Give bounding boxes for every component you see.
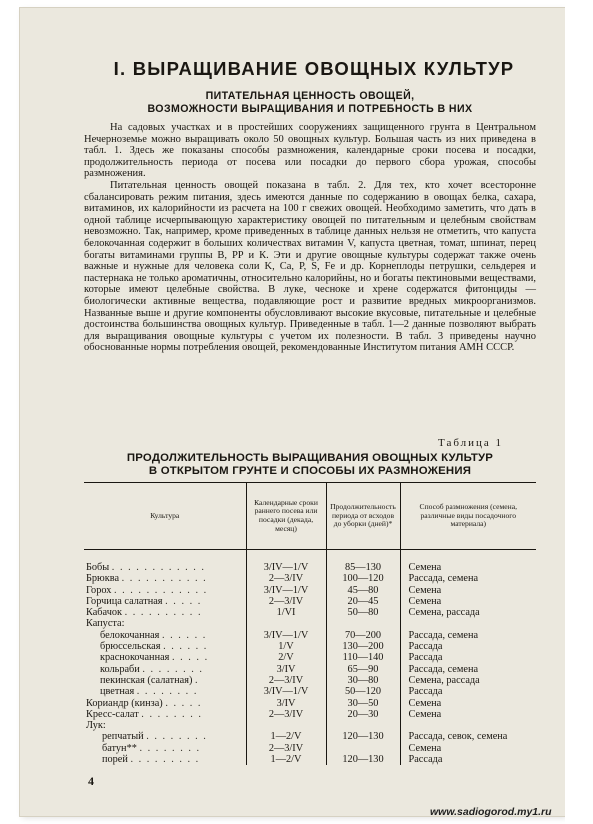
crop-name-cell <box>84 664 246 675</box>
sowing-dates-cell: 2—3/IV <box>246 709 326 720</box>
table-row <box>84 562 536 573</box>
growing-period-cell: 20—30 <box>326 709 400 720</box>
leader-dots: . . . . . . . . . . . . <box>113 584 208 596</box>
propagation-cell: Рассада <box>400 652 536 663</box>
growing-period-cell <box>326 618 400 629</box>
crop-name-cell <box>84 675 246 686</box>
leader-dots: . . . . . . . . <box>142 663 204 675</box>
table-row <box>84 652 536 663</box>
subheading-line-1: ПИТАТЕЛЬНАЯ ЦЕННОСТЬ ОВОЩЕЙ, <box>205 90 415 102</box>
table-row <box>84 630 536 641</box>
sowing-dates-cell: 2—3/IV <box>246 675 326 686</box>
table-row <box>84 731 536 742</box>
leader-dots: . . . . . . . . <box>139 742 201 754</box>
crop-name-cell <box>84 686 246 697</box>
table-title-line-1: ПРОДОЛЖИТЕЛЬНОСТЬ ВЫРАЩИВАНИЯ ОВОЩНЫХ КУЛЬТУР <box>126 452 494 464</box>
table-body <box>84 550 536 766</box>
sowing-dates-cell: 1—2/V <box>246 754 326 765</box>
leader-dots: . . . . . . . . . . . <box>121 573 208 585</box>
header-crop: Культура <box>84 483 246 550</box>
leader-dots: . . . . . . . . <box>136 686 198 698</box>
table-header-row <box>84 483 536 550</box>
table-row <box>84 709 536 720</box>
crop-name: Горох <box>86 584 112 596</box>
growing-period-cell: 30—50 <box>326 698 400 709</box>
subheading-line-2: ВОЗМОЖНОСТИ ВЫРАЩИВАНИЯ И ПОТРЕБНОСТЬ В НИХ <box>147 102 473 115</box>
sowing-dates-cell: 3/IV—1/V <box>246 585 326 596</box>
crop-name-cell <box>84 709 246 720</box>
table-row <box>84 743 536 754</box>
leader-dots: . <box>194 674 200 686</box>
crop-name: Капуста: <box>86 618 125 630</box>
chapter-heading: I. ВЫРАЩИВАНИЕ ОВОЩНЫХ КУЛЬТУР <box>113 58 515 79</box>
propagation-cell: Семена <box>400 709 536 720</box>
propagation-cell: Семена <box>400 596 536 607</box>
propagation-cell: Рассада, семена <box>400 630 536 641</box>
crop-name: Лук: <box>86 720 106 732</box>
growing-period-cell: 100—120 <box>326 573 400 584</box>
propagation-cell: Семена <box>400 743 536 754</box>
crop-name: батун** <box>102 742 137 754</box>
leader-dots: . . . . . . . . . . . . <box>111 562 206 573</box>
table-label: Таблица 1 <box>438 437 504 449</box>
sowing-dates-cell: 3/IV—1/V <box>246 562 326 573</box>
growing-period-cell: 85—130 <box>326 562 400 573</box>
crop-name: порей <box>102 754 128 766</box>
table-spacer-row <box>84 550 536 563</box>
propagation-cell <box>400 720 536 731</box>
sowing-dates-cell: 1/VI <box>246 607 326 618</box>
propagation-cell: Рассада, семена <box>400 664 536 675</box>
table-row <box>84 585 536 596</box>
propagation-cell <box>400 618 536 629</box>
propagation-cell: Семена, рассада <box>400 607 536 618</box>
leader-dots: . . . . . . <box>161 629 207 641</box>
table-row <box>84 720 536 731</box>
header-growing-period: Продолжительность периода от всходов до уборки (дней)* <box>326 483 400 550</box>
table-row <box>84 641 536 652</box>
crop-name: цветная <box>100 686 135 698</box>
leader-dots: . . . . . . <box>163 641 208 653</box>
body-text <box>84 122 536 354</box>
crop-name: кольраби <box>100 663 140 675</box>
crop-name: Кресс-салат <box>86 708 139 720</box>
sowing-dates-cell: 3/IV <box>246 664 326 675</box>
header-sowing-dates: Календарные сроки раннего посева или посадки (декада, месяц) <box>246 483 326 550</box>
table-row <box>84 698 536 709</box>
sowing-dates-cell <box>246 720 326 731</box>
crop-name: Кориандр (кинза) <box>86 697 163 709</box>
sowing-dates-cell: 3/IV—1/V <box>246 630 326 641</box>
growing-period-cell: 50—80 <box>326 607 400 618</box>
table-row <box>84 573 536 584</box>
growing-period-cell: 30—80 <box>326 675 400 686</box>
propagation-cell: Рассада, семена <box>400 573 536 584</box>
growing-period-cell: 70—200 <box>326 630 400 641</box>
table-row <box>84 754 536 765</box>
crops-table-container <box>84 482 536 772</box>
crop-name: Горчица салатная <box>86 595 163 607</box>
table-row <box>84 664 536 675</box>
crop-name-cell <box>84 596 246 607</box>
scan-margin <box>565 0 593 824</box>
growing-period-cell: 50—120 <box>326 686 400 697</box>
crop-name: пекинская (салатная) <box>100 674 193 686</box>
crop-name-cell <box>84 731 246 742</box>
site-watermark: www.sadiogorod.my1.ru <box>430 806 552 818</box>
crop-name: белокочанная <box>100 629 160 641</box>
sowing-dates-cell: 1/V <box>246 641 326 652</box>
crop-name-cell <box>84 641 246 652</box>
table-row <box>84 675 536 686</box>
crop-name-cell <box>84 573 246 584</box>
paragraph-2: Питательная ценность овощей показана в табл. 2. Для тех, кто хочет всесторонне сбалансировать режим питания, здесь имеются данные по содержанию в овощах белка, сахара, витаминов, их калорийности из расчета на 100 г свежих овощей. Необходимо заметить, что дать в одной таблице исчерпывающую характеристику овощей по питательным и целебным свойствам невозможно. Так, например, кроме приведенных в таблице данных нельзя не отметить, что капуста белокочанная содержит в больших количествах витамин V, капуста цветная, томат, шпинат, перец богаты витаминами группы В, РР и К. Эти и другие овощные культуры содержат также очень важные и нужные для человека соли K, Ca, P, S, Fe и др. Корнеплоды петрушки, сельдерея и пастернака не только ароматичны, относительно калорийны, но и богаты пектиновыми веществами, которые имеют целебные свойства. В луке, чесноке и хрене содержатся фитонциды — биологически активные вещества, подавляющие рост и развитие вредных микроорганизмов. Названные выше и другие компоненты обусловливают высокие вкусовые, питательные и целебные достоинства большинства овощных культур. Приведенные в табл. 1—2 данные позволяют выбрать для выращивания овощные культуры с учетом их полезности. В табл. 3 приведены научно обоснованные нормы потребления овощей, рекомендованные Институтом питания АМН СССР. <box>84 179 536 354</box>
page-number: 4 <box>88 774 94 788</box>
table-row <box>84 607 536 618</box>
crop-name: Брюква <box>86 573 120 585</box>
paragraph-1: На садовых участках и в простейших сооружениях защищенного грунта в Центральном Нечерноземье можно выращивать около 50 овощных культур. Большая часть из них приведена в табл. 1. Здесь же показаны способы размножения, календарные сроки посева и посадки, продолжительность периода от посева или посадки до первого сбора урожая, способы размножения. <box>84 122 536 180</box>
table-row <box>84 596 536 607</box>
leader-dots: . . . . . <box>165 697 202 709</box>
crop-name: Кабачок <box>86 607 123 619</box>
crop-name-cell <box>84 652 246 663</box>
crop-name: брюссельская <box>100 641 161 653</box>
propagation-cell: Рассада <box>400 686 536 697</box>
sowing-dates-cell: 1—2/V <box>246 731 326 742</box>
crop-name-cell <box>84 618 246 629</box>
growing-period-cell: 130—200 <box>326 641 400 652</box>
crop-name: краснокочанная <box>100 652 170 664</box>
crop-name: репчатый <box>102 731 144 743</box>
propagation-cell: Семена <box>400 562 536 573</box>
sowing-dates-cell: 2—3/IV <box>246 596 326 607</box>
growing-period-cell: 65—90 <box>326 664 400 675</box>
table-title <box>88 452 532 478</box>
sowing-dates-cell: 3/IV—1/V <box>246 686 326 697</box>
sowing-dates-cell: 2/V <box>246 652 326 663</box>
growing-period-cell: 120—130 <box>326 731 400 742</box>
leader-dots: . . . . . <box>165 595 202 607</box>
crop-name-cell <box>84 585 246 596</box>
crop-name-cell <box>84 754 246 765</box>
propagation-cell: Рассада, севок, семена <box>400 731 536 742</box>
propagation-cell: Рассада <box>400 641 536 652</box>
growing-period-cell: 120—130 <box>326 754 400 765</box>
leader-dots: . . . . . . . . <box>146 731 208 743</box>
propagation-cell: Семена, рассада <box>400 675 536 686</box>
sowing-dates-cell: 2—3/IV <box>246 573 326 584</box>
table-row <box>84 618 536 629</box>
growing-period-cell: 110—140 <box>326 652 400 663</box>
crop-name-cell <box>84 562 246 573</box>
propagation-cell: Рассада <box>400 754 536 765</box>
crops-table <box>84 482 536 765</box>
leader-dots: . . . . . . . . . . <box>124 607 203 619</box>
propagation-cell: Семена <box>400 698 536 709</box>
crop-name-cell <box>84 607 246 618</box>
growing-period-cell: 45—80 <box>326 585 400 596</box>
table-title-line-2: В ОТКРЫТОМ ГРУНТЕ И СПОСОБЫ ИХ РАЗМНОЖЕНИЯ <box>148 465 472 477</box>
growing-period-cell <box>326 743 400 754</box>
sowing-dates-cell: 2—3/IV <box>246 743 326 754</box>
growing-period-cell: 20—45 <box>326 596 400 607</box>
sowing-dates-cell: 3/IV <box>246 698 326 709</box>
crop-name: Бобы <box>86 562 110 573</box>
propagation-cell: Семена <box>400 585 536 596</box>
leader-dots: . . . . . . . . <box>141 708 203 720</box>
table-row <box>84 686 536 697</box>
crop-name-cell <box>84 720 246 731</box>
crop-name-cell <box>84 630 246 641</box>
sowing-dates-cell <box>246 618 326 629</box>
growing-period-cell <box>326 720 400 731</box>
leader-dots: . . . . . <box>171 652 209 664</box>
header-propagation: Способ размножения (семена, различные виды посадочного материала) <box>400 483 536 550</box>
leader-dots: . . . . . . . . . <box>130 754 200 766</box>
crop-name-cell <box>84 698 246 709</box>
section-subheading <box>100 90 520 115</box>
crop-name-cell <box>84 743 246 754</box>
